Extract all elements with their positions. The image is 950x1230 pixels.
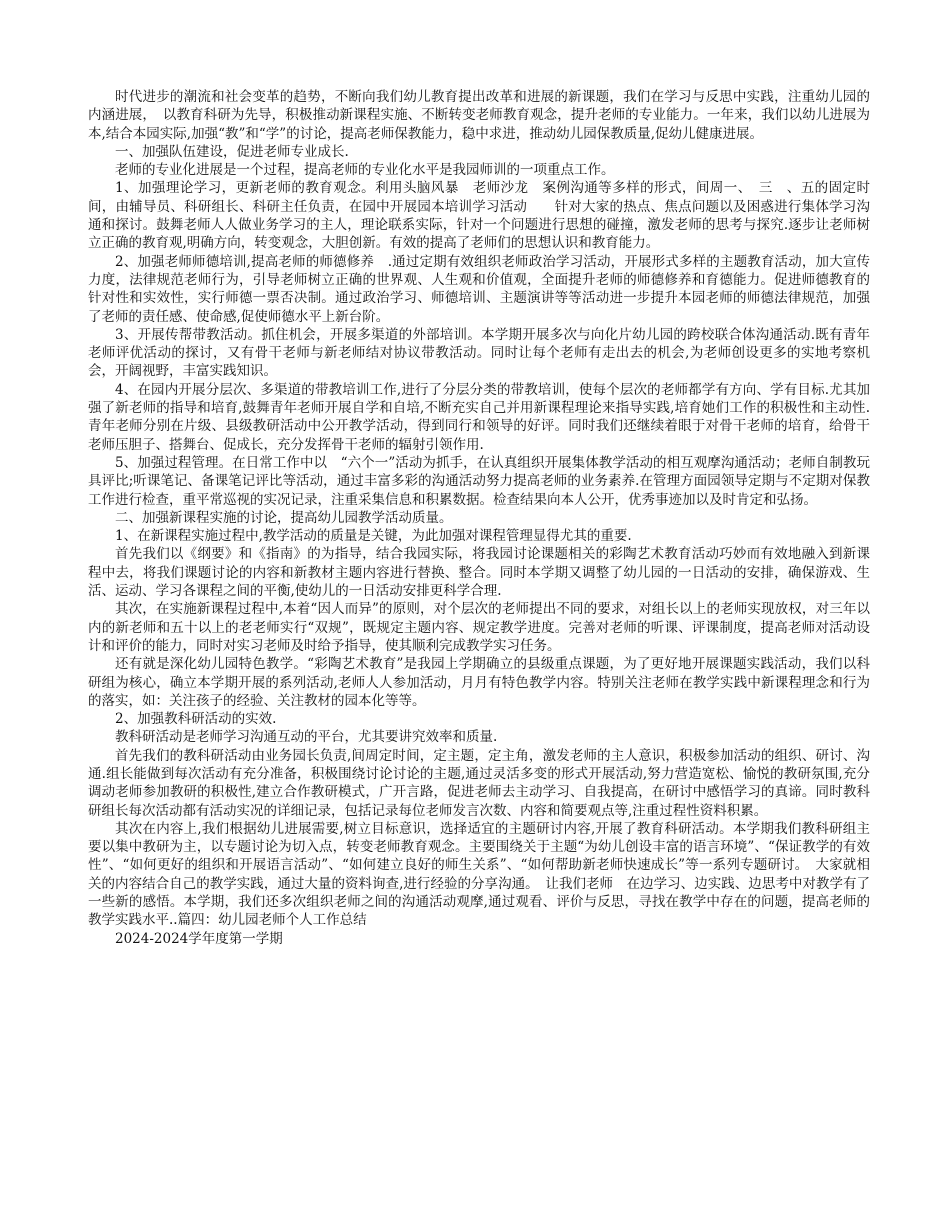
section-heading: 一、加强队伍建设，促进老师专业成长. — [115, 143, 349, 160]
school-term-line: 2024-2024学年度第一学期 — [115, 930, 283, 947]
paragraph: 其次，在实施新课程过程中,本着“因人而异”的原则，对个层次的老师提出不同的要求，对组长以上的老师实现放权，对三年以内的新老师和五十以上的老老师实行“双规”，既规定主题内容、规定教学进度。完善对老师的听课、评课制度，提高老师对活动设计和评价的能力，同时对实习老师及时给予指导，使其顺利完成教学实习任务。 — [88, 601, 870, 654]
paragraph: 首先我们以《纲要》和《指南》的为指导，结合我园实际，将我园讨论课题相关的彩陶艺术教育活动巧妙而有效地融入到新课程中去，将我们课题讨论的内容和新教材主题内容进行替换、整合。同时本学期又调整了幼儿园的一日活动的安排，确保游戏、生活、运动、学习各课程之间的平衡,使幼儿的一日活动安排更科学合理. — [88, 546, 870, 600]
paragraph: 1、在新课程实施过程中,教学活动的质量是关键，为此加强对课程管理显得尤其的重要. — [115, 528, 632, 545]
paragraph: 3、开展传帮带教活动。抓住机会，开展多渠道的外部培训。本学期开展多次与向化片幼儿园的跨校联合体沟通活动.既有青年老师评优活动的探讨，又有骨干老师与新老师结对协议带教活动。同时让每个老师有走出去的机会,为老师创设更多的实地考察机会，开阔视野，丰富实践知识。 — [88, 326, 870, 380]
paragraph: 首先我们的教科研活动由业务园长负责,间周定时间，定主题，定主角，激发老师的主人意识，积极参加活动的组织、研讨、沟通.组长能做到每次活动有充分准备，积极围绕讨论讨论的主题,通过灵活多变的形式开展活动,努力营造宽松、愉悦的教研氛围,充分调动老师参加教研的积极性,建立合作教研模式，广开言路，促进老师去主动学习、自我提高，在研讨中感悟学习的真谛。同时教科研组长每次活动都有活动实况的详细记录，包括记录每位老师发言次数、内容和简要观点等,注重过程性资料积累。 — [88, 747, 870, 819]
paragraph: 4、在园内开展分层次、多渠道的带教培训工作,进行了分层分类的带教培训，使每个层次的老师都学有方向、学有目标.尤其加强了新老师的指导和培育,鼓舞青年老师开展自学和自培,不断充实自己并用新课程理论来指导实践,培育她们工作的积极性和主动性.青年老师分别在片级、县级教研活动中公开教学活动，得到同行和领导的好评。同时我们还继续着眼于对骨干老师的培育，给骨干老师压胆子、搭舞台、促成长，充分发挥骨干老师的辐射引领作用. — [88, 381, 870, 453]
paragraph: 还有就是深化幼儿园特色教学。“彩陶艺术教育”是我园上学期确立的县级重点课题，为了更好地开展课题实践活动，我们以科研组为核心，确立本学期开展的系列活动,老师人人参加活动，月月有特色教学内容。特别关注老师在教学实践中新课程理念和行为的落实，如：关注孩子的经验、关注教材的园本化等等。 — [88, 656, 870, 709]
paragraph: 2、加强老师师德培训,提高老师的师德修养 .通过定期有效组织老师政治学习活动，开展形式多样的主题教育活动，加大宣传力度，法律规范老师行为，引导老师树立正确的世界观、人生观和价值观，全面提升老师的师德修养和育德能力。促进师德教育的针对性和实效性，实行师德一票否决制。通过政治学习、师德培训、主题演讲等等活动进一步提升本园老师的师德法律规范，加强了老师的责任感、使命感,促使师德水平上新台阶。 — [88, 253, 870, 325]
paragraph: 老师的专业化进展是一个过程，提高老师的专业化水平是我园师训的一项重点工作。 — [115, 162, 615, 179]
section-heading: 二、加强新课程实施的讨论，提高幼儿园教学活动质量。 — [115, 509, 453, 526]
paragraph: 其次在内容上,我们根据幼儿进展需要,树立目标意识，选择适宜的主题研讨内容,开展了教育科研活动。本学期我们教科研组主要以集中教研为主，以专题讨论为切入点，转变老师教育观念。主要围绕关于主题“为幼儿创设丰富的语言环境”、“保证教学的有效性”、“如何更好的组织和开展语言活动”、“如何建立良好的师生关系”、“如何帮助新老师快速成长”等一系列专题研讨。 大家就相关的内容结合自己的教学实践，通过大量的资料询查,进行经验的分享沟通。 让我们老师 在边学习、边实践、边思考中对教学有了一些新的感悟。本学期，我们还多次组织老师之间的沟通活动观摩,通过观看、评价与反思，寻找在教学中存在的问题，提高老师的教学实践水平..篇四：幼儿园老师个人工作总结 — [88, 820, 870, 929]
paragraph: 1、加强理论学习，更新老师的教育观念。利用头脑风暴 老师沙龙 案例沟通等多样的形式，间周一、 三 、五的固定时间，由辅导员、科研组长、科研主任负责，在园中开展园本培训学习活动 针对大家的热点、焦点问题以及困惑进行集体学习沟通和探讨。鼓舞老师人人做业务学习的主人，理论联系实际，针对一个问题进行思想的碰撞，激发老师的思考与探究.逐步让老师树立正确的教育观,明确方向，转变观念，大胆创新。有效的提高了老师们的思想认识和教育能力。 — [88, 180, 870, 252]
paragraph: 5、加强过程管理。在日常工作中以 “六个一”活动为抓手，在认真组织开展集体教学活动的相互观摩沟通活动；老师自制教玩具评比;听课笔记、备课笔记评比等活动，通过丰富多彩的沟通活动努力提高老师的业务素养.在管理方面园领导定期与不定期对保教工作进行检查，重平常巡视的实况记录，注重采集信息和积累数据。检查结果向本人公开，优秀事迹加以及时肯定和弘扬。 — [88, 454, 870, 508]
paragraph: 时代进步的潮流和社会变革的趋势，不断向我们幼儿教育提出改革和进展的新课题，我们在学习与反思中实践，注重幼儿园的内涵进展， 以教育科研为先导，积极推动新课程实施、不断转变老师教育观念，提升老师的专业能力。一年来，我们以幼儿进展为本,结合本园实际,加强“教”和“学”的讨论，提高老师保教能力，稳中求进，推动幼儿园保教质量,促幼儿健康进展。 — [88, 89, 870, 142]
document-page — [88, 88, 870, 948]
paragraph: 教科研活动是老师学习沟通互动的平台，尤其要讲究效率和质量. — [115, 729, 498, 746]
paragraph: 2、加强教科研活动的实效. — [115, 711, 277, 728]
